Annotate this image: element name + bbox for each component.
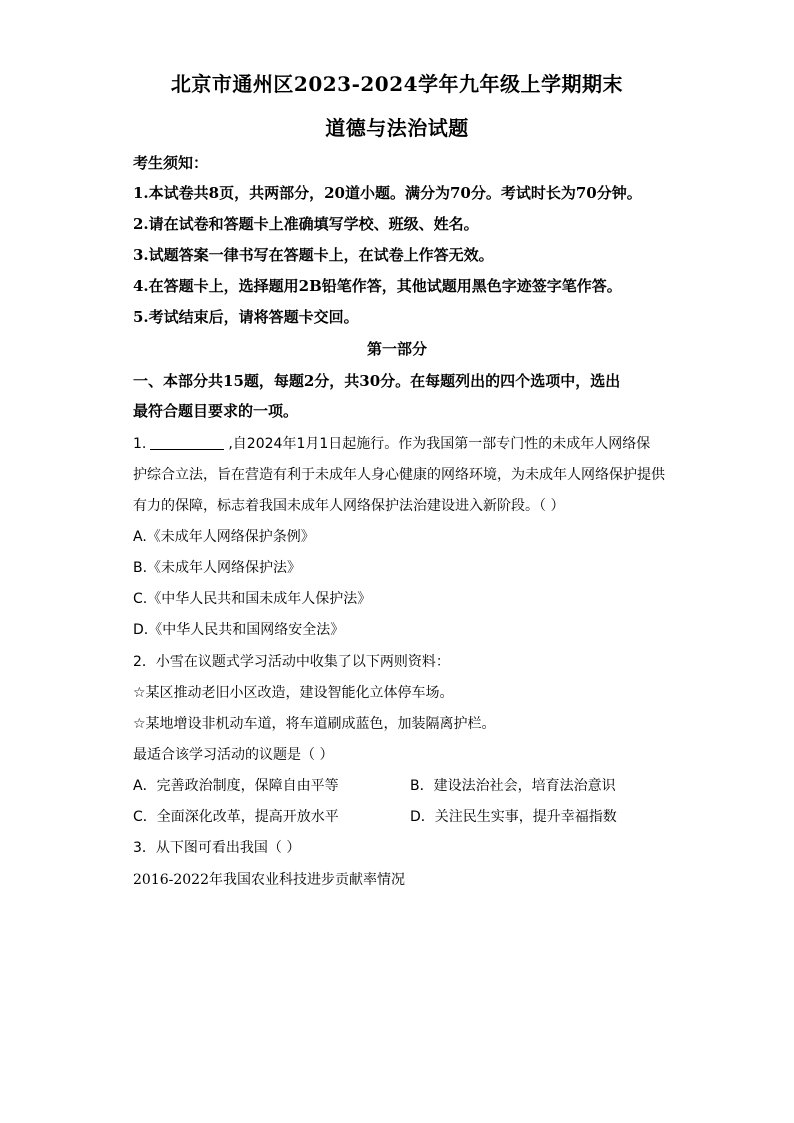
question-1-line-2: 护综合立法，旨在营造有利于未成年人身心健康的网络环境，为未成年人网络保护提供 [133,467,665,483]
question-1-option-a: A.《未成年人网络保护条例》 [133,529,315,545]
question-1-option-c: C.《中华人民共和国未成年人保护法》 [133,591,372,607]
notice-item-3: 3.试题答案一律书写在答题卡上，在试卷上作答无效。 [133,246,494,264]
notice-heading: 考生须知： [133,154,209,172]
question-1-option-b: B.《未成年人网络保护法》 [133,560,302,576]
question-3-chart-caption: 2016-2022年我国农业科技进步贡献率情况 [133,872,405,888]
exam-title-line-2: 道德与法治试题 [325,116,469,140]
part-instructions-line-2: 最符合题目要求的一项。 [133,402,299,420]
question-2-prompt: 最适合该学习活动的议题是（ ） [133,747,334,763]
question-2-option-d: D．关注民生实事，提升幸福指数 [410,809,617,825]
question-2-option-c: C．全面深化改革，提高开放水平 [133,809,339,825]
notice-item-5: 5.考试结束后，请将答题卡交回。 [133,308,359,326]
notice-item-2: 2.请在试卷和答题卡上准确填写学校、班级、姓名。 [133,215,479,233]
exam-title-line-1: 北京市通州区2023-2024学年九年级上学期期末 [170,72,624,96]
question-2-material-2: ☆某地增设非机动车道，将车道刷成蓝色，加装隔离护栏。 [133,716,496,732]
question-1-line-1 [133,433,650,453]
question-2-option-a: A．完善政治制度，保障自由平等 [133,778,339,794]
part-heading: 第一部分 [366,340,427,358]
question-1-text-1: ,自2024年1月1日起施行。作为我国第一部专门性的未成年人网络保 [228,436,651,452]
question-2-stem: 2．小雪在议题式学习活动中收集了以下两则资料： [133,654,450,670]
question-3-stem: 3．从下图可看出我国（ ） [133,840,301,856]
notice-item-4: 4.在答题卡上，选择题用2B铅笔作答，其他试题用黑色字迹签字笔作答。 [133,277,622,295]
question-2-option-b: B．建设法治社会，培育法治意识 [410,778,616,794]
question-1-option-d: D.《中华人民共和国网络安全法》 [133,622,345,638]
notice-item-1: 1.本试卷共8页，共两部分，20道小题。满分为70分。考试时长为70分钟。 [133,184,642,202]
question-2-material-1: ☆某区推动老旧小区改造，建设智能化立体停车场。 [133,685,454,701]
answer-blank [150,435,224,450]
question-1-line-3: 有力的保障，标志着我国未成年人网络保护法治建设进入新阶段。（ ） [133,498,565,514]
part-instructions-line-1: 一、本部分共15题，每题2分，共30分。在每题列出的四个选项中，选出 [133,372,621,390]
question-1-number: 1. [133,436,147,452]
